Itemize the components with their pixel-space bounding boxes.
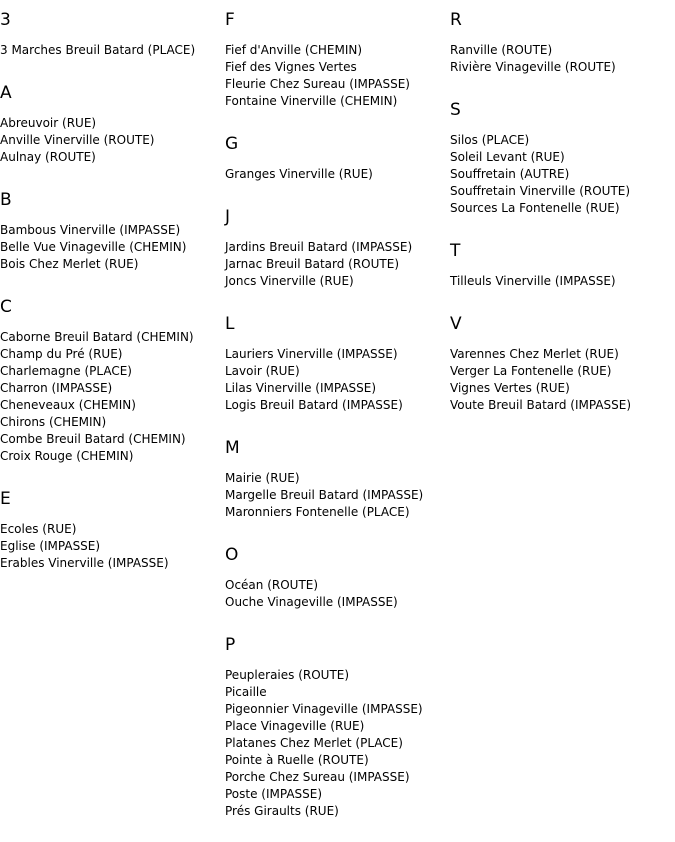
street-entry: Chirons (CHEMIN) xyxy=(0,415,107,429)
street-list xyxy=(225,470,445,521)
street-entry: Lauriers Vinerville (IMPASSE) xyxy=(225,347,398,361)
letter-section xyxy=(225,633,445,820)
index-column xyxy=(225,8,445,842)
street-entry: Erables Vinerville (IMPASSE) xyxy=(0,556,169,570)
street-entry: Sources La Fontenelle (RUE) xyxy=(450,201,620,215)
street-entry: Ouche Vinageville (IMPASSE) xyxy=(225,595,398,609)
street-entry: Granges Vinerville (RUE) xyxy=(225,167,373,181)
letter-section xyxy=(225,8,445,110)
street-list xyxy=(225,577,445,611)
section-letter-heading: P xyxy=(225,635,236,655)
street-list xyxy=(0,329,220,465)
section-letter-heading: 3 xyxy=(0,10,11,30)
street-entry: Belle Vue Vinageville (CHEMIN) xyxy=(0,240,187,254)
section-letter-heading: G xyxy=(225,134,239,154)
street-list xyxy=(225,166,445,183)
letter-section xyxy=(225,543,445,611)
index-column xyxy=(0,8,220,594)
letter-section xyxy=(0,295,220,465)
letter-section xyxy=(225,436,445,521)
street-entry: Picaille xyxy=(225,685,267,699)
street-entry: Place Vinageville (RUE) xyxy=(225,719,365,733)
street-entry: Tilleuls Vinerville (IMPASSE) xyxy=(450,274,616,288)
section-letter-heading: V xyxy=(450,314,462,334)
letter-section xyxy=(225,132,445,183)
street-entry: Margelle Breuil Batard (IMPASSE) xyxy=(225,488,424,502)
street-list xyxy=(450,346,670,414)
index-column xyxy=(450,8,670,436)
street-entry: Rivière Vinageville (ROUTE) xyxy=(450,60,616,74)
street-list xyxy=(0,42,220,59)
street-entry: Eglise (IMPASSE) xyxy=(0,539,101,553)
letter-section xyxy=(450,8,670,76)
street-entry: Champ du Pré (RUE) xyxy=(0,347,123,361)
street-entry: Océan (ROUTE) xyxy=(225,578,319,592)
street-entry: 3 Marches Breuil Batard (PLACE) xyxy=(0,43,196,57)
street-entry: Ecoles (RUE) xyxy=(0,522,77,536)
street-entry: Silos (PLACE) xyxy=(450,133,530,147)
street-list xyxy=(0,222,220,273)
section-letter-heading: M xyxy=(225,438,240,458)
street-entry: Platanes Chez Merlet (PLACE) xyxy=(225,736,403,750)
letter-section xyxy=(225,205,445,290)
letter-section xyxy=(450,312,670,414)
street-entry: Pointe à Ruelle (ROUTE) xyxy=(225,753,369,767)
street-list xyxy=(0,115,220,166)
street-list xyxy=(225,42,445,110)
street-entry: Lavoir (RUE) xyxy=(225,364,300,378)
street-entry: Anville Vinerville (ROUTE) xyxy=(0,133,155,147)
street-entry: Logis Breuil Batard (IMPASSE) xyxy=(225,398,403,412)
street-list xyxy=(0,521,220,572)
street-entry: Prés Giraults (RUE) xyxy=(225,804,339,818)
street-list xyxy=(450,132,670,217)
street-entry: Combe Breuil Batard (CHEMIN) xyxy=(0,432,186,446)
section-letter-heading: S xyxy=(450,100,461,120)
section-letter-heading: B xyxy=(0,190,12,210)
section-letter-heading: C xyxy=(0,297,12,317)
street-entry: Charlemagne (PLACE) xyxy=(0,364,132,378)
street-entry: Fief des Vignes Vertes xyxy=(225,60,357,74)
street-entry: Bois Chez Merlet (RUE) xyxy=(0,257,139,271)
section-letter-heading: J xyxy=(225,207,231,227)
letter-section xyxy=(0,188,220,273)
street-entry: Jarnac Breuil Batard (ROUTE) xyxy=(225,257,399,271)
letter-section xyxy=(450,98,670,217)
letter-section xyxy=(225,312,445,414)
street-entry: Fief d'Anville (CHEMIN) xyxy=(225,43,363,57)
street-entry: Mairie (RUE) xyxy=(225,471,300,485)
street-entry: Souffretain (AUTRE) xyxy=(450,167,570,181)
street-entry: Varennes Chez Merlet (RUE) xyxy=(450,347,619,361)
street-list xyxy=(225,239,445,290)
street-entry: Caborne Breuil Batard (CHEMIN) xyxy=(0,330,194,344)
street-entry: Bambous Vinerville (IMPASSE) xyxy=(0,223,181,237)
street-entry: Maronniers Fontenelle (PLACE) xyxy=(225,505,410,519)
street-entry: Fleurie Chez Sureau (IMPASSE) xyxy=(225,77,410,91)
section-letter-heading: A xyxy=(0,83,12,103)
street-entry: Pigeonnier Vinageville (IMPASSE) xyxy=(225,702,423,716)
street-list xyxy=(450,42,670,76)
letter-section xyxy=(0,487,220,572)
street-entry: Charron (IMPASSE) xyxy=(0,381,113,395)
section-letter-heading: R xyxy=(450,10,462,30)
section-letter-heading: L xyxy=(225,314,235,334)
street-entry: Abreuvoir (RUE) xyxy=(0,116,97,130)
street-entry: Croix Rouge (CHEMIN) xyxy=(0,449,134,463)
street-entry: Voute Breuil Batard (IMPASSE) xyxy=(450,398,632,412)
section-letter-heading: E xyxy=(0,489,11,509)
street-entry: Fontaine Vinerville (CHEMIN) xyxy=(225,94,398,108)
street-entry: Joncs Vinerville (RUE) xyxy=(225,274,354,288)
street-entry: Soleil Levant (RUE) xyxy=(450,150,565,164)
street-entry: Ranville (ROUTE) xyxy=(450,43,553,57)
street-entry: Poste (IMPASSE) xyxy=(225,787,323,801)
section-letter-heading: F xyxy=(225,10,235,30)
street-entry: Vignes Vertes (RUE) xyxy=(450,381,570,395)
section-letter-heading: O xyxy=(225,545,239,565)
street-list xyxy=(450,273,670,290)
street-list xyxy=(225,346,445,414)
street-entry: Jardins Breuil Batard (IMPASSE) xyxy=(225,240,413,254)
letter-section xyxy=(450,239,670,290)
street-entry: Souffretain Vinerville (ROUTE) xyxy=(450,184,631,198)
section-letter-heading: T xyxy=(450,241,461,261)
letter-section xyxy=(0,8,220,59)
street-entry: Cheneveaux (CHEMIN) xyxy=(0,398,136,412)
street-entry: Aulnay (ROUTE) xyxy=(0,150,96,164)
street-entry: Verger La Fontenelle (RUE) xyxy=(450,364,612,378)
street-entry: Peupleraies (ROUTE) xyxy=(225,668,350,682)
street-entry: Lilas Vinerville (IMPASSE) xyxy=(225,381,377,395)
street-entry: Porche Chez Sureau (IMPASSE) xyxy=(225,770,410,784)
letter-section xyxy=(0,81,220,166)
street-list xyxy=(225,667,445,820)
